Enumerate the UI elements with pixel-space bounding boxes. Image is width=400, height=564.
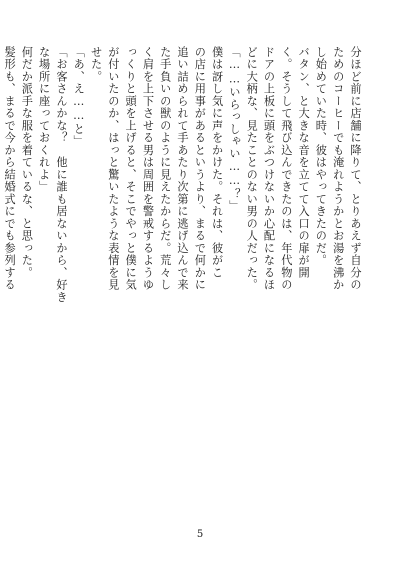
text-column: が付いたのか、はっと驚いたような表情を見 xyxy=(106,46,120,291)
text-column: バタン、と大きな音を立てて入口の扉が開 xyxy=(297,46,311,279)
text-column: し始めていた時、彼はやってきたのだ。 xyxy=(314,46,328,267)
text-column: 僕は訝し気に声をかけた。それは、彼がこ xyxy=(210,46,224,279)
text-column: く。そうして飛び込んできたのは、年代物の xyxy=(279,46,293,291)
text-column: どに大柄な、見たことのない男の人だった。 xyxy=(245,46,259,291)
text-column: 「……いらっしゃい……？」 xyxy=(227,46,241,213)
text-column: な場所に座っておくれよ」 xyxy=(37,46,51,193)
text-column xyxy=(0,46,1,512)
text-column: ドアの上板に頭をぶつけないか心配になるほ xyxy=(262,46,276,291)
text-column: く肩を上下させる男は周囲を警戒するようゆ xyxy=(141,46,155,291)
text-column: 分ほど前に店舗に降りて、とりあえず自分の xyxy=(349,46,362,291)
text-column: 追い詰められて手あたり次第に逃げ込んで来 xyxy=(176,46,190,291)
text-column: 「あ、え……と」 xyxy=(72,46,86,148)
text-column: 何だか派手な服を着ているな、と思った。 xyxy=(20,46,34,279)
text-column: の店に用事があるというより、まるで何かに xyxy=(193,46,207,291)
text-column: 「お客さんかな？ 他に誰も居ないから、好き xyxy=(54,46,68,304)
vertical-text-body xyxy=(3,46,364,512)
text-column: た手負いの獣のように見えたからだ。荒々し xyxy=(158,46,172,291)
text-column: せた。 xyxy=(89,46,103,83)
text-column: ためのコーヒーでも淹れようかとお湯を沸か xyxy=(331,46,345,291)
page-number: 5 xyxy=(196,529,204,540)
text-column: っくりと頭を上げると、そこでやっと僕に気 xyxy=(124,46,138,291)
text-column: 髪形も、まるで今から結婚式にでも参列する xyxy=(3,46,17,291)
